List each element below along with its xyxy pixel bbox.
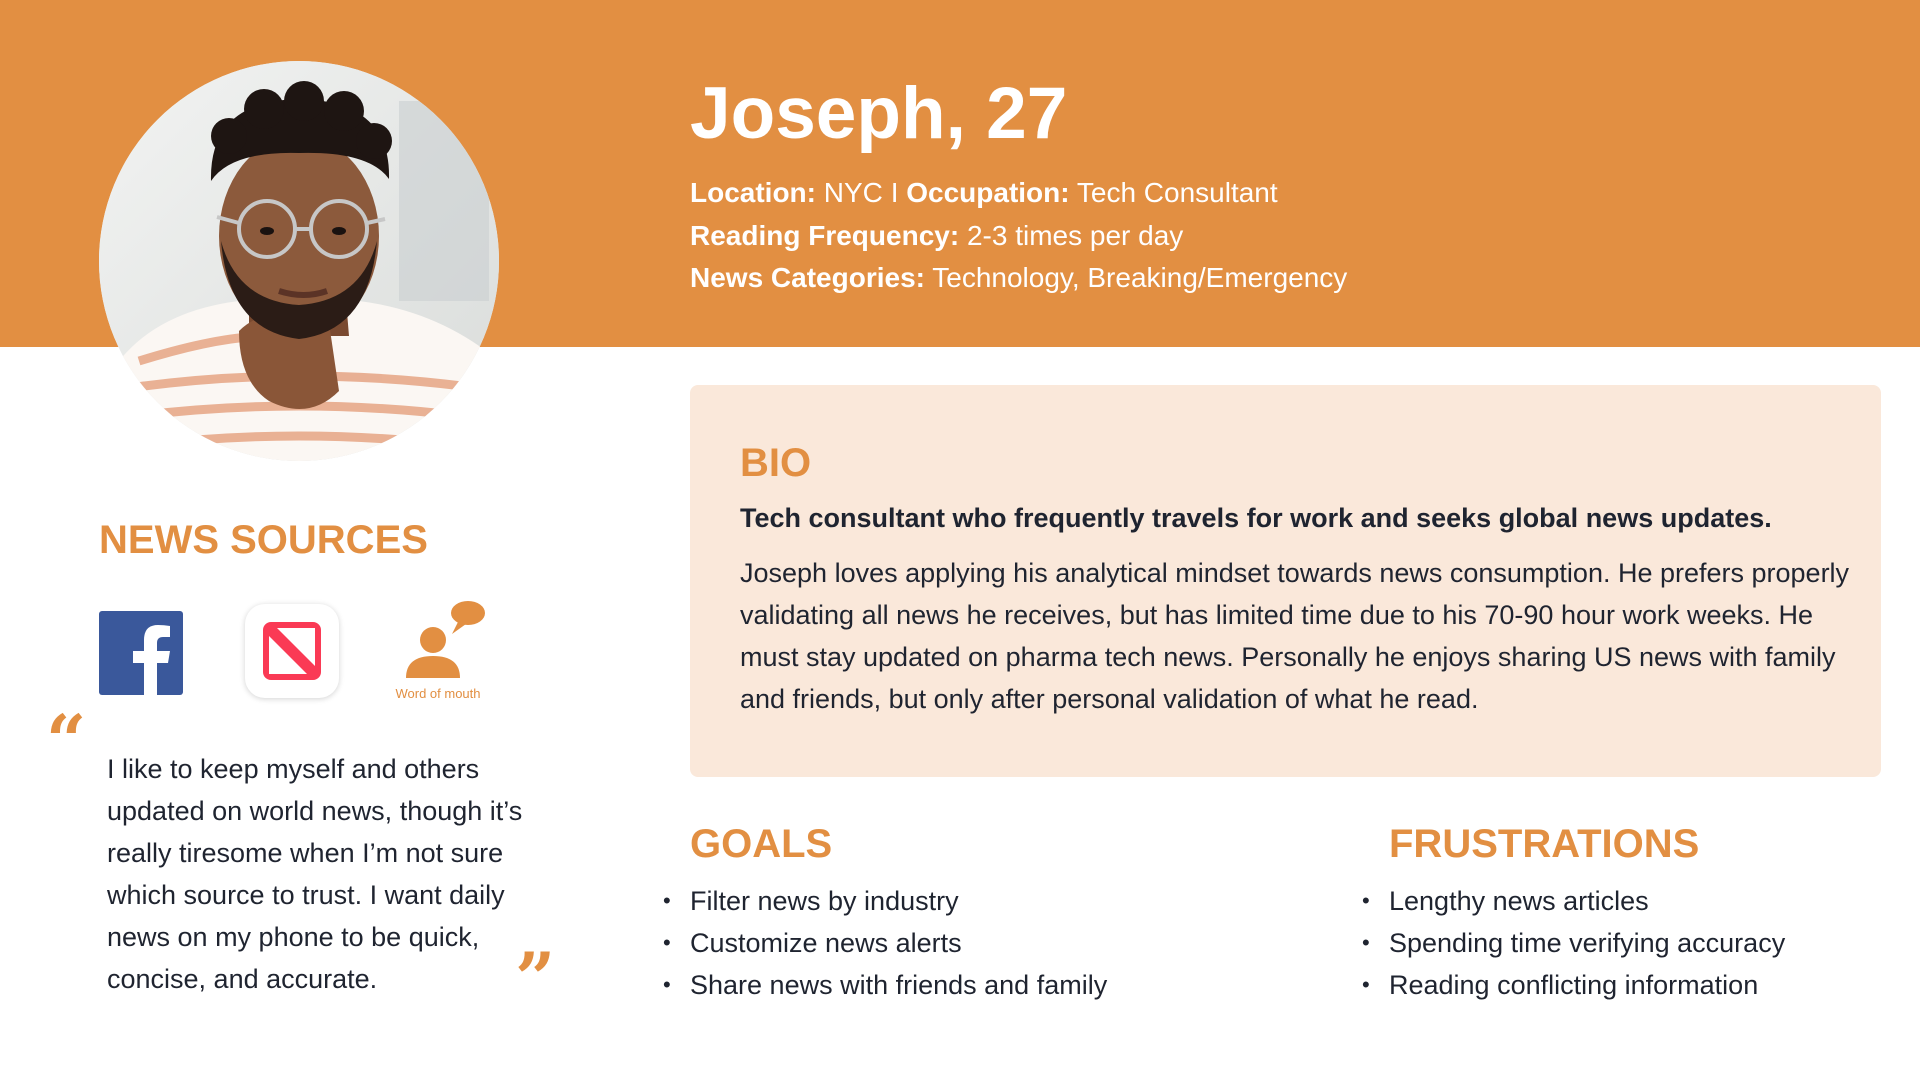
- frequency-line: [690, 215, 1347, 258]
- facebook-icon: [99, 611, 183, 695]
- location-label: Location:: [690, 177, 816, 208]
- goals-list: [664, 880, 1107, 1006]
- word-of-mouth-icon: [400, 600, 500, 700]
- bio-card: [690, 385, 1881, 777]
- occupation-value: Tech Consultant: [1076, 177, 1278, 208]
- quote-close-mark: ”: [515, 937, 556, 1020]
- news-sources-title: NEWS SOURCES: [99, 518, 428, 562]
- bio-title: BIO: [740, 441, 812, 485]
- occupation-label: Occupation:: [906, 177, 1070, 208]
- word-of-mouth-label: Word of mouth: [395, 686, 481, 701]
- bio-body: Joseph loves applying his analytical mindset towards news consumption. He prefers properly validating all news he receives, but has limited time due to his 70-90 hour work weeks. He must stay updated on pharma tech news. Personally he enjoys sharing US news with family and friends, but only after personal validation of what he read.: [740, 558, 1850, 714]
- categories-value: Technology, Breaking/Emergency: [932, 262, 1348, 293]
- list-item: • Customize news alerts: [664, 922, 1107, 964]
- persona-quote: I like to keep myself and others updated on world news, though it’s really tiresome when I’m not sure which source to trust. I want daily news on my phone to be quick, concise, and accurate.: [107, 754, 523, 994]
- frustrations-title: FRUSTRATIONS: [1389, 822, 1700, 866]
- list-item: • Reading conflicting information: [1363, 964, 1785, 1006]
- persona-meta: [690, 172, 1347, 300]
- location-value: NYC: [823, 177, 883, 208]
- avatar-portrait: [99, 61, 499, 461]
- apple-news-icon: [245, 604, 339, 698]
- categories-label: News Categories:: [690, 262, 925, 293]
- meta-separator: I: [890, 177, 899, 208]
- bio-headline: Tech consultant who frequently travels for work and seeks global news updates.: [740, 503, 1772, 533]
- frustrations-list: [1363, 880, 1785, 1006]
- frequency-value: 2-3 times per day: [966, 219, 1184, 251]
- list-item: • Share news with friends and family: [664, 964, 1107, 1006]
- list-item: • Spending time verifying accuracy: [1363, 922, 1785, 964]
- persona-name: Joseph, 27: [690, 73, 1068, 154]
- list-item: • Filter news by industry: [664, 880, 1107, 922]
- avatar: [99, 61, 499, 461]
- frequency-label: Reading Frequency:: [690, 219, 960, 251]
- quote-open-mark: “: [46, 699, 87, 782]
- location-occupation-line: [690, 172, 1347, 215]
- list-item: • Lengthy news articles: [1363, 880, 1785, 922]
- goals-title: GOALS: [690, 822, 833, 866]
- categories-line: [690, 257, 1347, 300]
